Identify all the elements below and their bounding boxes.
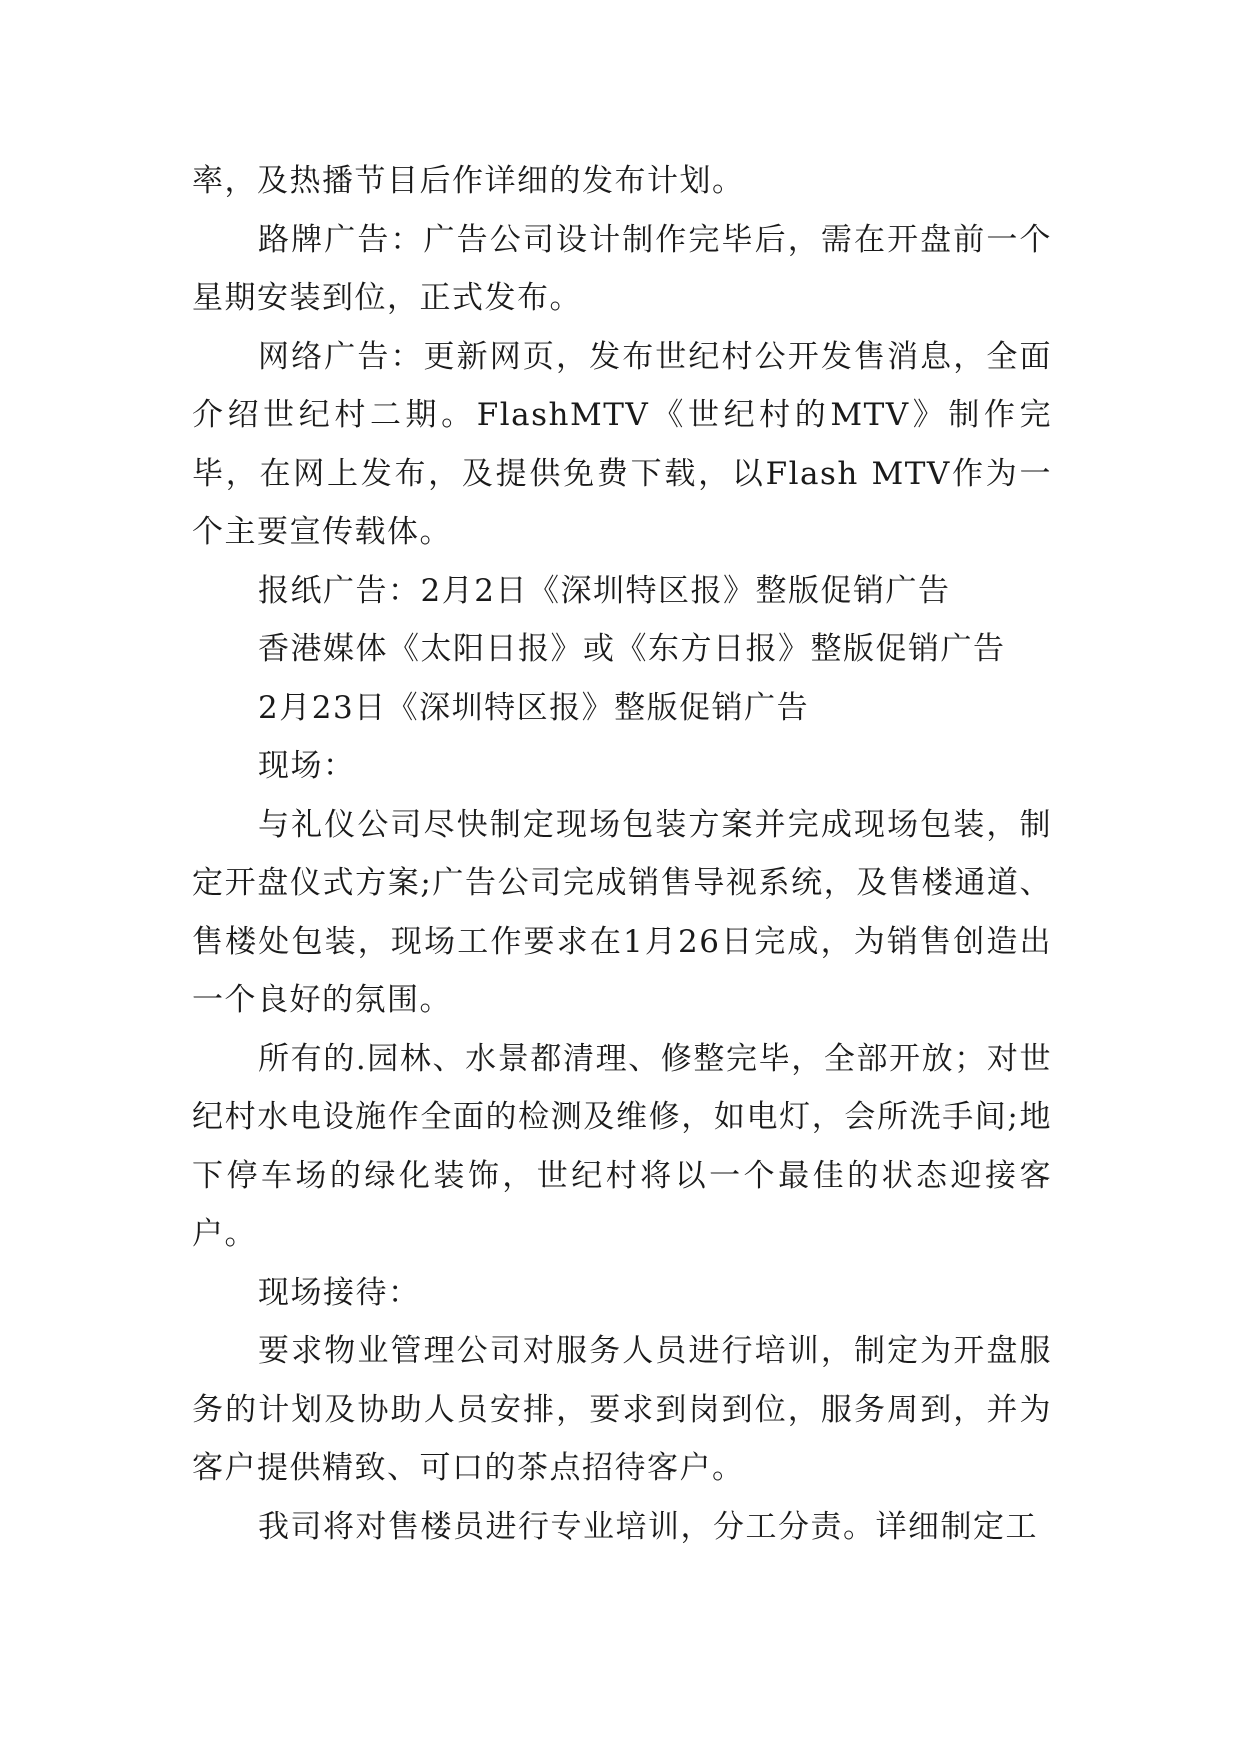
paragraph: 现场： <box>258 748 356 784</box>
paragraph: 2月23日《深圳特区报》整版促销广告 <box>258 689 810 726</box>
paragraph: 路牌广告：广告公司设计制作完毕后，需在开盘前一个星期安装到位，正式发布。 <box>192 221 1052 316</box>
paragraph: 现场接待： <box>258 1274 421 1311</box>
paragraph: 率，及热播节目后作详细的发布计划。 <box>192 163 745 199</box>
document-body <box>192 152 1052 1556</box>
paragraph: 要求物业管理公司对服务人员进行培训，制定为开盘服务的计划及协助人员安排，要求到岗到位，服务周到，并为客户提供精致、可口的茶点招待客户。 <box>192 1333 1052 1486</box>
paragraph: 报纸广告：2月2日《深圳特区报》整版促销广告 <box>258 572 951 609</box>
paragraph: 与礼仪公司尽快制定现场包装方案并完成现场包装，制定开盘仪式方案;广告公司完成销售导视系统，及售楼通道、售楼处包装，现场工作要求在1月26日完成，为销售创造出一个良好的氛围。 <box>192 806 1052 1018</box>
paragraph: 香港媒体《太阳日报》或《东方日报》整版促销广告 <box>258 631 1006 667</box>
paragraph: 所有的.园林、水景都清理、修整完毕，全部开放；对世纪村水电设施作全面的检测及维修，如电灯，会所洗手间;地下停车场的绿化装饰，世纪村将以一个最佳的状态迎接客户。 <box>192 1040 1052 1252</box>
paragraph: 我司将对售楼员进行专业培训，分工分责。详细制定工 <box>258 1508 1038 1545</box>
paragraph: 网络广告：更新网页，发布世纪村公开发售消息，全面介绍世纪村二期。FlashMTV《世纪村的MTV》制作完毕，在网上发布，及提供免费下载，以Flash MTV作为一个主要宣传载体。 <box>192 338 1052 550</box>
